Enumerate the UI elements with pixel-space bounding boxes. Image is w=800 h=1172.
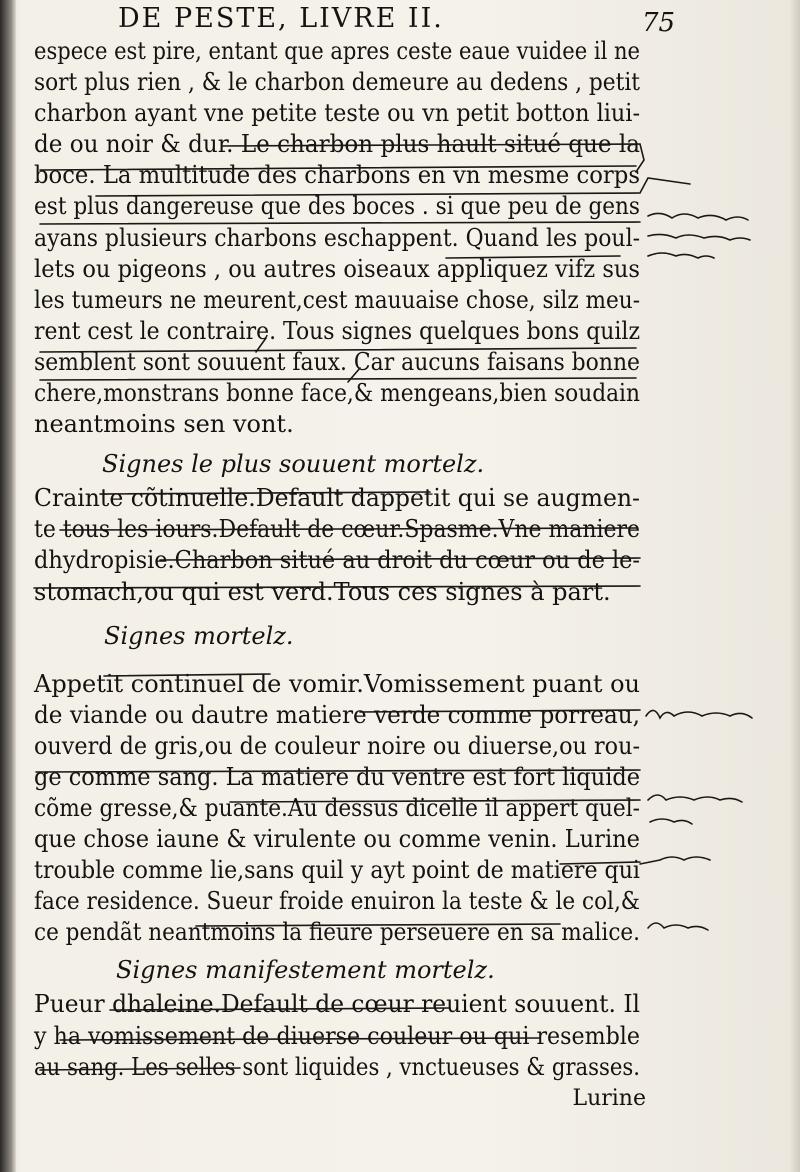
text-line: ouverd de gris,ou de couleur noire ou diuerse,ou rou- [34,731,640,760]
text-line: ayans plusieurs charbons eschappent. Quand les poul- [34,223,640,252]
underline-mark [60,1038,540,1040]
margin-scribble [648,213,748,220]
margin-scribble [640,857,710,864]
text-line: les tumeurs ne meurent,cest mauuaise chose, silz meu- [34,285,640,314]
underline-mark [104,674,270,676]
margin-scribble [648,253,714,258]
catchword: Lurine [572,1085,646,1111]
underline-mark [100,492,430,494]
text-line: lets ou pigeons , ou autres oiseaux appliquez vifz sus [34,254,640,283]
text-line: Crainte cõtinuelle.Default dappetit qui se augmen- [34,484,640,513]
text-line: face residence. Sueur froide enuiron la teste & le col,& [34,887,640,916]
underline-mark [230,800,640,802]
text-line: ce pendãt neantmoins la fieure perseuere en sa malice. [34,918,640,947]
text-line: semblent sont souuent faux. Car aucuns faisans bonne [34,347,640,376]
text-line: cõme gresse,& puante.Au dessus dicelle il appert quel- [34,793,640,822]
section-heading: Signes mortelz. [104,621,294,650]
section-heading: Signes le plus souuent mortelz. [102,450,485,479]
text-line: trouble comme lie,sans quil y ayt point de matiere qui [34,856,640,885]
page-number: 75 [642,8,676,38]
underline-mark [40,378,636,380]
underline-mark [40,1068,240,1070]
text-line: dhydropisie.Charbon situé au droit du cœur ou de le- [34,546,640,575]
margin-scribble [648,795,742,802]
text-line: est plus dangereuse que des boces . si que peu de gens [34,192,640,221]
text-line: boce. La multitude des charbons en vn mesme corps [34,161,640,190]
text-line: Appetit continuel de vomir.Vomissement puant ou [34,669,640,698]
text-line: espece est pire, entant que apres ceste eaue vuidee il ne [34,37,640,65]
text-line: te tous les iours.Default de cœur.Spasme.Vne maniere [34,515,640,544]
section-heading: Signes manifestement mortelz. [116,956,495,985]
underline-mark [40,222,640,224]
text-line: que chose iaune & virulente ou comme venin. Lurine [34,825,640,854]
text-line: chere,monstrans bonne face,& mengeans,bien soudain [34,379,640,408]
underline-mark [96,178,690,196]
text-line: y ha vomissement de diuerse couleur ou qui resemble [34,1021,640,1050]
text-line: ge comme sang. La matiere du ventre est fort liquide [34,762,640,791]
underline-mark [360,710,640,712]
text-line: charbon ayant vne petite teste ou vn petit botton liui- [34,99,640,128]
underline-mark [36,770,640,772]
underline-mark [40,348,636,352]
underline-mark [34,586,640,588]
underline-mark [446,256,620,258]
underline-mark [60,528,636,530]
margin-scribble [648,923,708,930]
text-line: Pueur dhaleine.Default de cœur reuient souuent. Il [34,990,640,1019]
underline-mark [348,368,360,382]
text-line: de ou noir & dur. Le charbon plus hault situé que la [34,130,640,159]
margin-scribble [648,234,750,240]
running-title: DE PESTE, LIVRE II. [118,3,444,34]
underline-mark [110,1008,450,1010]
text-line: sort plus rien , & le charbon demeure au dedens , petit [34,68,640,97]
underline-mark [160,558,640,560]
text-line: stomach,ou qui est verd.Tous ces signes à part. [34,577,611,606]
text-line: neantmoins sen vont. [34,410,294,439]
text-line: de viande ou dautre matiere verde comme porreau, [34,700,640,729]
margin-scribble [650,819,692,824]
underline-mark [196,924,560,926]
text-line: rent cest le contraire. Tous signes quelques bons quilz [34,316,640,345]
margin-scribble [646,710,752,718]
underline-mark [560,862,640,864]
text-line: au sang. Les selles sont liquides , vnctueuses & grasses. [34,1052,640,1081]
underline-mark [40,166,636,170]
